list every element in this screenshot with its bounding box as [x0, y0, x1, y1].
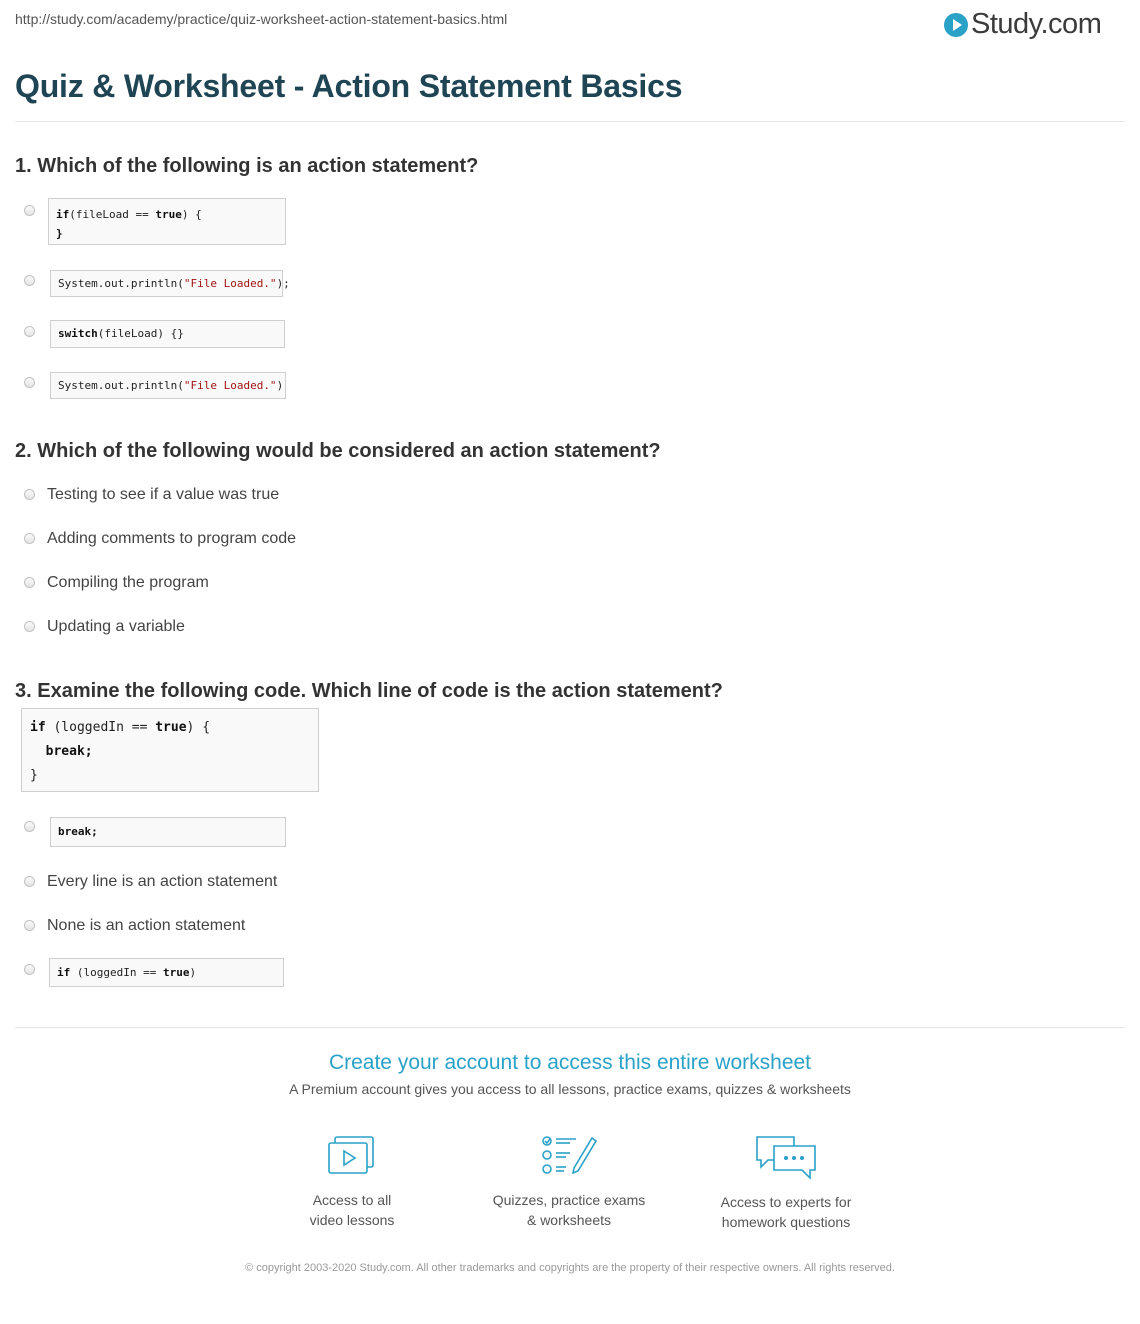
q3-option-3-label[interactable]: None is an action statement	[47, 917, 246, 934]
q1-option-2-code: System.out.println("File Loaded.");	[50, 270, 283, 297]
q3-option-3-radio[interactable]	[24, 920, 35, 931]
logo-text: Study.com	[971, 7, 1102, 40]
feature-quizzes	[469, 1134, 669, 1230]
feature-3-line1: Access to experts for	[720, 1194, 852, 1210]
q3-option-4-radio[interactable]	[24, 964, 35, 975]
title-divider	[15, 121, 1125, 122]
q1-option-4-radio[interactable]	[24, 377, 35, 388]
q2-option-3-radio[interactable]	[24, 577, 35, 588]
q2-option-1-label[interactable]: Testing to see if a value was true	[47, 486, 280, 503]
page-title: Quiz & Worksheet - Action Statement Basics	[15, 68, 683, 104]
feature-3-line2: homework questions	[721, 1214, 851, 1230]
play-logo-icon	[944, 13, 968, 37]
video-lessons-icon	[325, 1134, 379, 1178]
q2-option-2-radio[interactable]	[24, 533, 35, 544]
q1-option-1-radio[interactable]	[24, 205, 35, 216]
q3-code-block: if (loggedIn == true) { break; }	[21, 708, 319, 792]
feature-experts	[686, 1134, 886, 1232]
feature-1-line2: video lessons	[309, 1212, 395, 1228]
question-3-text: 3. Examine the following code. Which line of code is the action statement?	[15, 680, 723, 702]
cta-divider	[15, 1027, 1125, 1028]
feature-2-line2: & worksheets	[526, 1212, 612, 1228]
feature-2-line1: Quizzes, practice exams	[492, 1192, 646, 1208]
question-2-text: 2. Which of the following would be considered an action statement?	[15, 440, 661, 462]
q2-option-2-label[interactable]: Adding comments to program code	[47, 530, 297, 547]
q1-option-3-code: switch(fileLoad) {}	[50, 320, 285, 348]
q1-option-1-code: if(fileLoad == true) { }	[48, 198, 286, 245]
q3-option-1-radio[interactable]	[24, 821, 35, 832]
cta-subtitle: A Premium account gives you access to all lessons, practice exams, quizzes & worksheets	[289, 1081, 851, 1097]
expert-chat-icon	[754, 1134, 818, 1180]
q2-option-4-radio[interactable]	[24, 621, 35, 632]
quiz-checklist-icon	[540, 1134, 598, 1178]
copyright-text: © copyright 2003-2020 Study.com. All other trademarks and copyrights are the property of their respective owners. All rights reserved.	[245, 1262, 895, 1274]
cta-title[interactable]: Create your account to access this entire worksheet	[328, 1051, 812, 1074]
feature-1-line1: Access to all	[312, 1192, 392, 1208]
q2-option-3-label[interactable]: Compiling the program	[47, 574, 209, 591]
study-logo[interactable]	[944, 6, 1101, 42]
q3-option-1-code: break;	[50, 817, 286, 847]
q1-option-2-radio[interactable]	[24, 275, 35, 286]
q2-option-4-label[interactable]: Updating a variable	[47, 618, 185, 635]
feature-video-lessons	[252, 1134, 452, 1230]
q1-option-3-radio[interactable]	[24, 326, 35, 337]
page-url: http://study.com/academy/practice/quiz-worksheet-action-statement-basics.html	[15, 11, 508, 27]
q2-option-1-radio[interactable]	[24, 489, 35, 500]
q1-option-4-code: System.out.println("File Loaded.")	[50, 372, 286, 399]
q3-option-4-code: if (loggedIn == true)	[49, 958, 284, 987]
q3-option-2-radio[interactable]	[24, 876, 35, 887]
q3-option-2-label[interactable]: Every line is an action statement	[47, 873, 278, 890]
question-1-text: 1. Which of the following is an action statement?	[15, 155, 479, 177]
